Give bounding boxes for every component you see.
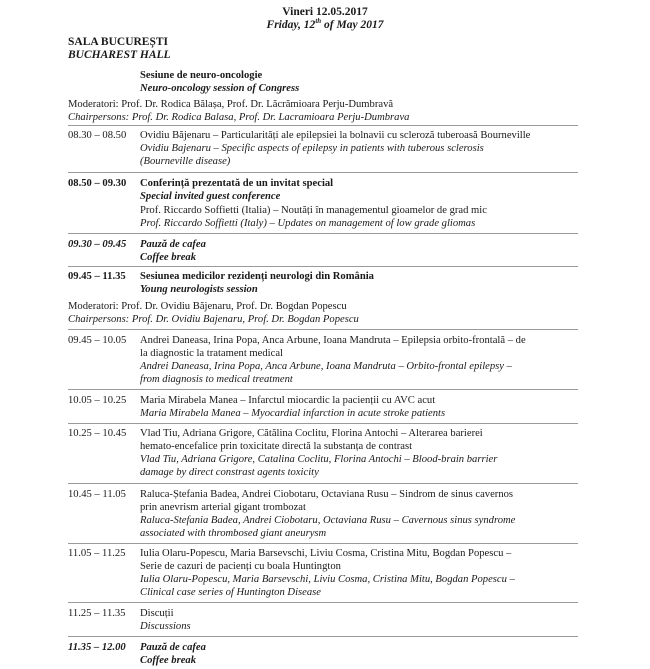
talk-title-en: Vlad Tiu, Adriana Grigore, Catalina Coclitu, Florina Antochi – Blood-brain barrier (140, 454, 498, 465)
date-ro: Vineri 12.05.2017 (282, 6, 368, 18)
session1-moderators-ro: Moderatori: Prof. Dr. Rodica Bălașa, Prof. Dr. Lăcrămioara Perju-Dumbravă (68, 99, 394, 110)
session1-moderators-en: Chairpersons: Prof. Dr. Rodica Balasa, Prof. Dr. Lacramioara Perju-Dumbrava (68, 112, 410, 123)
item-title-en-cont: (Bourneville disease) (140, 156, 231, 167)
divider (68, 329, 578, 330)
talk-title-ro: Andrei Daneasa, Irina Popa, Anca Arbune, Ioana Mandruta – Epilepsia orbito-frontală – de (140, 335, 526, 346)
item-talk-en: Prof. Riccardo Soffietti (Italy) – Updates on management of low grade gliomas (140, 218, 476, 229)
item-title-en: Young neurologists session (140, 284, 258, 295)
talk-title-ro: Pauză de cafea (140, 642, 206, 653)
divider (68, 602, 578, 603)
talk-title-ro-cont: hemato-encefalice prin toxicitate directă la substanța de contrast (140, 441, 413, 452)
divider (68, 543, 578, 544)
talk-time: 10.25 – 10.45 (68, 428, 127, 439)
date-en-post: of May 2017 (321, 19, 384, 31)
item-time: 09.30 – 09.45 (68, 239, 127, 250)
divider (68, 389, 578, 390)
divider (68, 172, 578, 173)
talk-title-en: Iulia Olaru-Popescu, Maria Barsevschi, Liviu Cosma, Cristina Mitu, Bogdan Popescu – (140, 574, 515, 585)
talk-title-ro-cont: prin anevrism arterial gigant trombozat (140, 502, 306, 513)
item-talk-ro: Prof. Riccardo Soffietti (Italia) – Noutăți în managementul gioamelor de grad mic (140, 205, 487, 216)
talk-title-en: Coffee break (140, 655, 196, 666)
item-title-ro: Sesiunea medicilor rezidenți neurologi din România (140, 271, 374, 282)
talk-title-en: Maria Mirabela Manea – Myocardial infarction in acute stroke patients (140, 408, 446, 419)
session2-moderators-ro: Moderatori: Prof. Dr. Ovidiu Băjenaru, Prof. Dr. Bogdan Popescu (68, 301, 347, 312)
talk-title-en: Raluca-Stefania Badea, Andrei Ciobotaru, Octaviana Rusu – Cavernous sinus syndrome (140, 515, 516, 526)
item-time: 09.45 – 11.35 (68, 271, 126, 282)
date-en-sup: th (315, 17, 322, 26)
talk-title-en-cont: Clinical case series of Huntington Disease (140, 587, 321, 598)
date-en (0, 19, 650, 32)
divider (68, 423, 578, 424)
session1-title-en: Neuro-oncology session of Congress (140, 83, 300, 94)
talk-time: 10.45 – 11.05 (68, 489, 126, 500)
divider (68, 266, 578, 267)
talk-time: 09.45 – 10.05 (68, 335, 127, 346)
date-en-pre: Friday, 12 (266, 19, 316, 31)
talk-title-en-cont: from diagnosis to medical treatment (140, 374, 293, 385)
talk-title-ro: Raluca-Ștefania Badea, Andrei Ciobotaru, Octaviana Rusu – Sindrom de sinus cavernos (140, 489, 514, 500)
divider (68, 636, 578, 637)
session2-moderators-en: Chairpersons: Prof. Dr. Ovidiu Bajenaru, Prof. Dr. Bogdan Popescu (68, 314, 359, 325)
item-title-ro: Ovidiu Băjenaru – Particularități ale epilepsiei la bolnavii cu scleroză tuberoasă Bourneville (140, 130, 531, 141)
divider (68, 483, 578, 484)
talk-title-ro-cont: Serie de cazuri de pacienți cu boala Huntington (140, 561, 341, 572)
item-title-en: Coffee break (140, 252, 196, 263)
divider (68, 125, 578, 126)
talk-time: 11.25 – 11.35 (68, 608, 126, 619)
item-title-ro: Conferință prezentată de un invitat special (140, 178, 334, 189)
hall-ro: SALA BUCUREȘTI (68, 36, 169, 48)
talk-title-ro: Iulia Olaru-Popescu, Maria Barsevschi, Liviu Cosma, Cristina Mitu, Bogdan Popescu – (140, 548, 512, 559)
item-time: 08.50 – 09.30 (68, 178, 127, 189)
divider (68, 233, 578, 234)
talk-title-en-cont: damage by direct constrast agents toxicity (140, 467, 319, 478)
talk-title-ro: Maria Mirabela Manea – Infarctul miocardic la pacienții cu AVC acut (140, 395, 436, 406)
hall-en: BUCHAREST HALL (68, 49, 171, 61)
talk-title-ro: Discuții (140, 608, 174, 619)
talk-time: 11.05 – 11.25 (68, 548, 126, 559)
session1-title-ro: Sesiune de neuro-oncologie (140, 70, 263, 81)
talk-title-ro-cont: la diagnostic la tratament medical (140, 348, 283, 359)
talk-time: 11.35 – 12.00 (68, 642, 126, 653)
talk-title-en-cont: associated with thrombosed giant aneurysm (140, 528, 327, 539)
talk-title-en: Discussions (140, 621, 191, 632)
item-title-ro: Pauză de cafea (140, 239, 206, 250)
item-title-en: Ovidiu Bajenaru – Specific aspects of epilepsy in patients with tuberous sclerosis (140, 143, 484, 154)
talk-title-ro: Vlad Tiu, Adriana Grigore, Cătălina Coclitu, Florina Antochi – Alterarea barierei (140, 428, 483, 439)
item-title-en: Special invited guest conference (140, 191, 281, 202)
item-time: 08.30 – 08.50 (68, 130, 127, 141)
talk-title-en: Andrei Daneasa, Irina Popa, Anca Arbune, Ioana Mandruta – Orbito-frontal epilepsy – (140, 361, 512, 372)
talk-time: 10.05 – 10.25 (68, 395, 127, 406)
